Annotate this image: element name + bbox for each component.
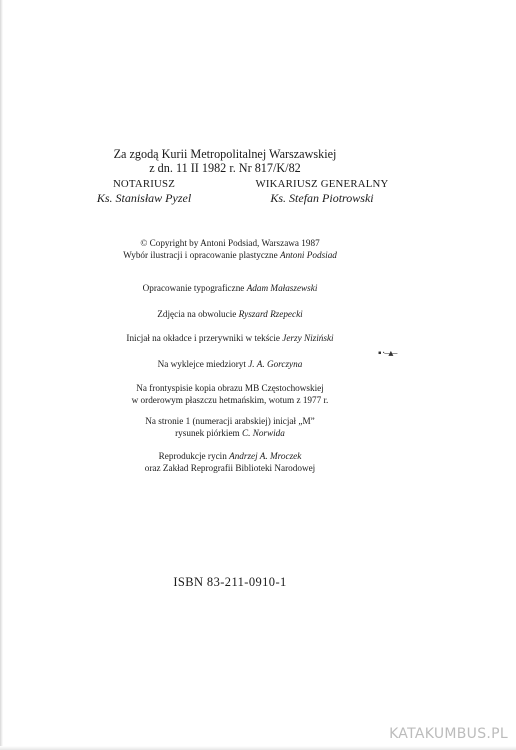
endpapers-credit [80,359,380,371]
imprimatur-line-1: Za zgodą Kurii Metropolitalnej Warszawskiej [113,147,337,161]
signature-notary-name: Ks. Stanisław Pyzel [96,191,192,205]
imprimatur-block [60,147,390,175]
page1-initial-credit [80,416,380,439]
frontispiece-credit [80,383,380,406]
reproductions-credit-text: Reprodukcje rycin [158,451,230,461]
copyright-line: © Copyright by Antoni Podsiad, Warszawa 1987 [140,238,320,248]
page1-line-2 [80,428,380,440]
signature-vicar-title: WIKARIUSZ GENERALNY [255,178,389,190]
copyright-block [80,238,380,261]
page1-credit-text: rysunek piórkiem [175,427,242,438]
illustrations-credit [80,250,380,262]
endpapers-credit-name: J. A. Gorczyna [248,359,303,369]
imprimatur-line-2: z dn. 11 II 1982 r. Nr 817/K/82 [149,161,301,175]
signature-notary-title: NOTARIUSZ [112,178,176,190]
isbn-number: ISBN 83-211-0910-1 [173,575,287,589]
endpapers-credit-text: Na wyklejce miedzioryt [157,359,249,369]
page-edge [0,0,3,750]
signature-vicar-name: Ks. Stefan Piotrowski [270,191,374,205]
reproductions-line-2: oraz Zakład Reprografii Biblioteki Narodowej [144,462,316,473]
signature-vicar [222,177,422,205]
reproductions-credit-name: Andrzej A. Mroczek [229,451,302,461]
illustrations-credit-text: Wybór ilustracji i opracowanie plastyczne [123,249,280,260]
ink-smudge: ▪ ·–▴– [378,348,397,359]
initials-credit-text: Inicjał na okładce i przerywniki w tekście [126,333,283,343]
page1-line-1: Na stronie 1 (numeracji arabskiej) inicjał „M” [145,416,315,426]
watermark: KATAKUMBUS.PL [389,726,508,742]
frontispiece-line-1: Na frontyspisie kopia obrazu MB Częstochowskiej [136,383,324,393]
typography-credit-text: Opracowanie typograficzne [142,283,247,293]
initials-credit [80,333,380,345]
signature-notary [44,177,244,205]
photos-credit-name: Ryszard Rzepecki [238,309,303,319]
reproductions-credit [80,451,380,474]
illustrations-credit-name: Antoni Podsiad [279,249,337,260]
page1-credit-name: C. Norwida [241,427,285,438]
photos-credit [80,309,380,321]
initials-credit-name: Jerzy Niziński [282,333,334,343]
reproductions-line-1 [80,451,380,463]
photos-credit-text: Zdjęcia na obwolucie [157,309,239,319]
typography-credit [80,283,380,295]
typography-credit-name: Adam Małaszewski [246,283,318,293]
frontispiece-line-2: w orderowym płaszczu hetmańskim, wotum z 1977 r. [131,394,329,405]
page-bottom-edge [0,746,516,750]
